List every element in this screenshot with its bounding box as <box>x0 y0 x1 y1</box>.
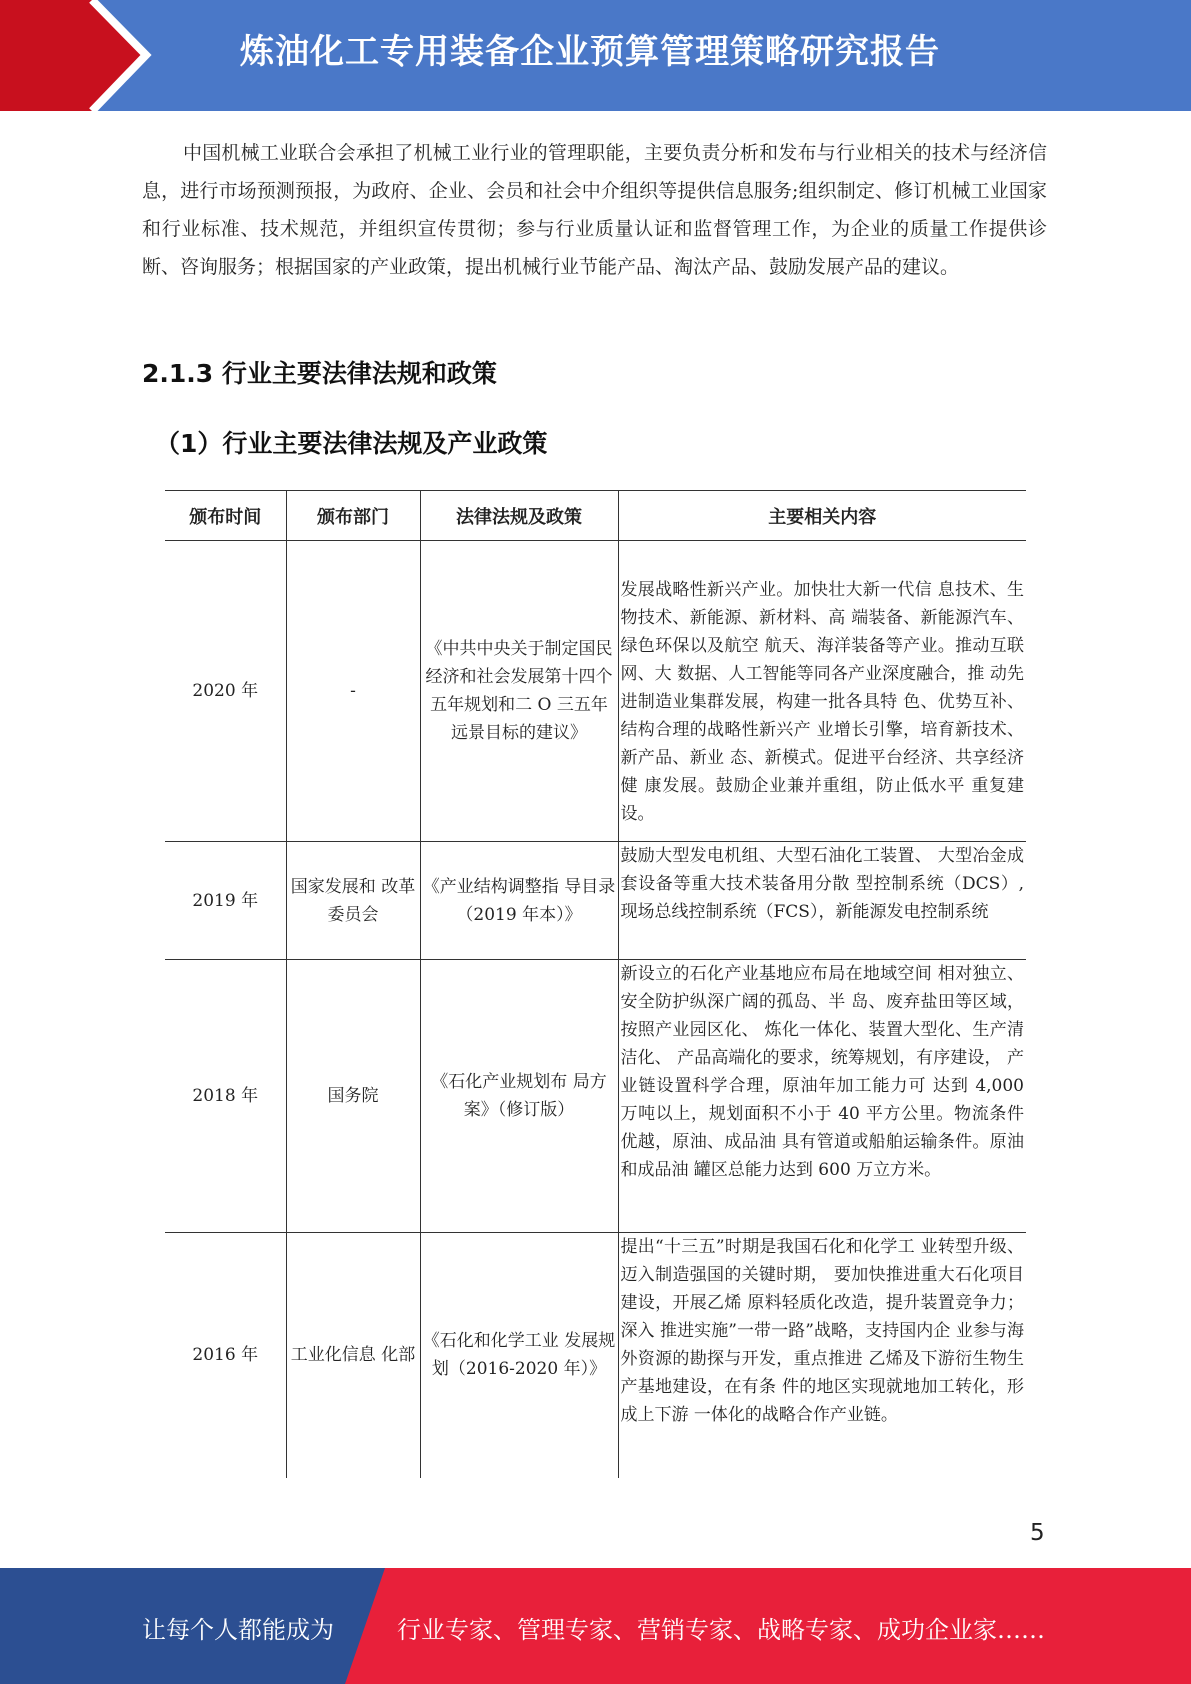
cell-policy: 《产业结构调整指 导目录（2019 年本）》 <box>420 842 618 960</box>
table-header-row <box>165 491 1026 541</box>
cell-dept: 国家发展和 改革委员会 <box>286 842 420 960</box>
cell-content: 新设立的石化产业基地应布局在地域空间 相对独立、安全防护纵深广阔的孤岛、半 岛、废弃盐田等区域，按照产业园区化、 炼化一体化、装置大型化、生产清洁化、 产品高端化的要求，统筹规划，有序建设， 产业链设置科学合理，原油年加工能力可 达到 4,000 万吨以上，规划面积不小于 40 平方公里。物流条件优越，原油、成品油 具有管道或船舶运输条件。原油和成品油 罐区总能力达到 600 万立方米。 <box>618 960 1026 1233</box>
header-year: 颁布时间 <box>165 491 286 541</box>
cell-year: 2016 年 <box>192 1345 259 1366</box>
report-title: 炼油化工专用装备企业预算管理策略研究报告 <box>240 32 940 72</box>
cell-policy: 《石化和化学工业 发展规划（2016-2020 年）》 <box>420 1233 618 1478</box>
cell-dept: 国务院 <box>286 960 420 1233</box>
cell-content: 提出“十三五”时期是我国石化和化学工 业转型升级、迈入制造强国的关键时期， 要加快推进重大石化项目建设，开展乙烯 原料轻质化改造，提升装置竞争力；深入 推进实施”一带一路”战略，支持国内企 业参与海外资源的勘探与开发，重点推进 乙烯及下游衍生物生产基地建设，在有条 件的地区实现就地加工转化，形成上下游 一体化的战略合作产业链。 <box>618 1233 1026 1478</box>
table-row <box>165 842 1026 960</box>
page-header <box>0 0 1191 111</box>
page-footer <box>0 1568 1191 1684</box>
intro-paragraph: 中国机械工业联合会承担了机械工业行业的管理职能，主要负责分析和发布与行业相关的技术与经济信息，进行市场预测预报，为政府、企业、会员和社会中介组织等提供信息服务;组织制定、修订机械工业国家和行业标准、技术规范，并组织宣传贯彻；参与行业质量认证和监督管理工作，为企业的质量工作提供诊断、咨询服务；根据国家的产业政策，提出机械行业节能产品、淘汰产品、鼓励发展产品的建议。 <box>142 142 1047 278</box>
page-number: 5 <box>1030 1520 1045 1546</box>
cell-policy: 《中共中央关于制定国民经济和社会发展第十四个五年规划和二 O 三五年远景目标的建议》 <box>420 541 618 842</box>
section-heading: 2.1.3 行业主要法律法规和政策 <box>142 359 497 388</box>
cell-content: 鼓励大型发电机组、大型石油化工装置、 大型冶金成套设备等重大技术装备用分散 型控制系统（DCS）, 现场总线控制系统（FCS），新能源发电控制系统 <box>618 842 1026 960</box>
cell-content: 发展战略性新兴产业。加快壮大新一代信 息技术、生物技术、新能源、新材料、高 端装备、新能源汽车、绿色环保以及航空 航天、海洋装备等产业。推动互联网、大 数据、人工智能等同各产业深度融合，推 动先进制造业集群发展，构建一批各具特 色、优势互补、结构合理的战略性新兴产 业增长引擎，培育新技术、新产品、新业 态、新模式。促进平台经济、共享经济健 康发展。鼓励企业兼并重组，防止低水平 重复建设。 <box>618 541 1026 842</box>
footer-slogan-right: 行业专家、管理专家、营销专家、战略专家、成功企业家…… <box>397 1616 1045 1644</box>
table-row <box>165 960 1026 1233</box>
cell-year: 2019 年 <box>165 842 286 960</box>
table-row <box>165 1233 1026 1478</box>
cell-dept: - <box>286 541 420 842</box>
policy-table <box>165 490 1026 1478</box>
cell-policy: 《石化产业规划布 局方案》（修订版） <box>420 960 618 1233</box>
cell-year: 2020 年 <box>165 541 286 842</box>
cell-dept: 工业化信息 化部 <box>286 1233 420 1478</box>
footer-slogan-left: 让每个人都能成为 <box>142 1616 334 1644</box>
header-policy: 法律法规及政策 <box>420 491 618 541</box>
header-content: 主要相关内容 <box>618 491 1026 541</box>
table-row <box>165 541 1026 842</box>
header-dept: 颁布部门 <box>286 491 420 541</box>
subsection-heading: （1）行业主要法律法规及产业政策 <box>155 429 548 458</box>
cell-year: 2018 年 <box>165 960 286 1233</box>
